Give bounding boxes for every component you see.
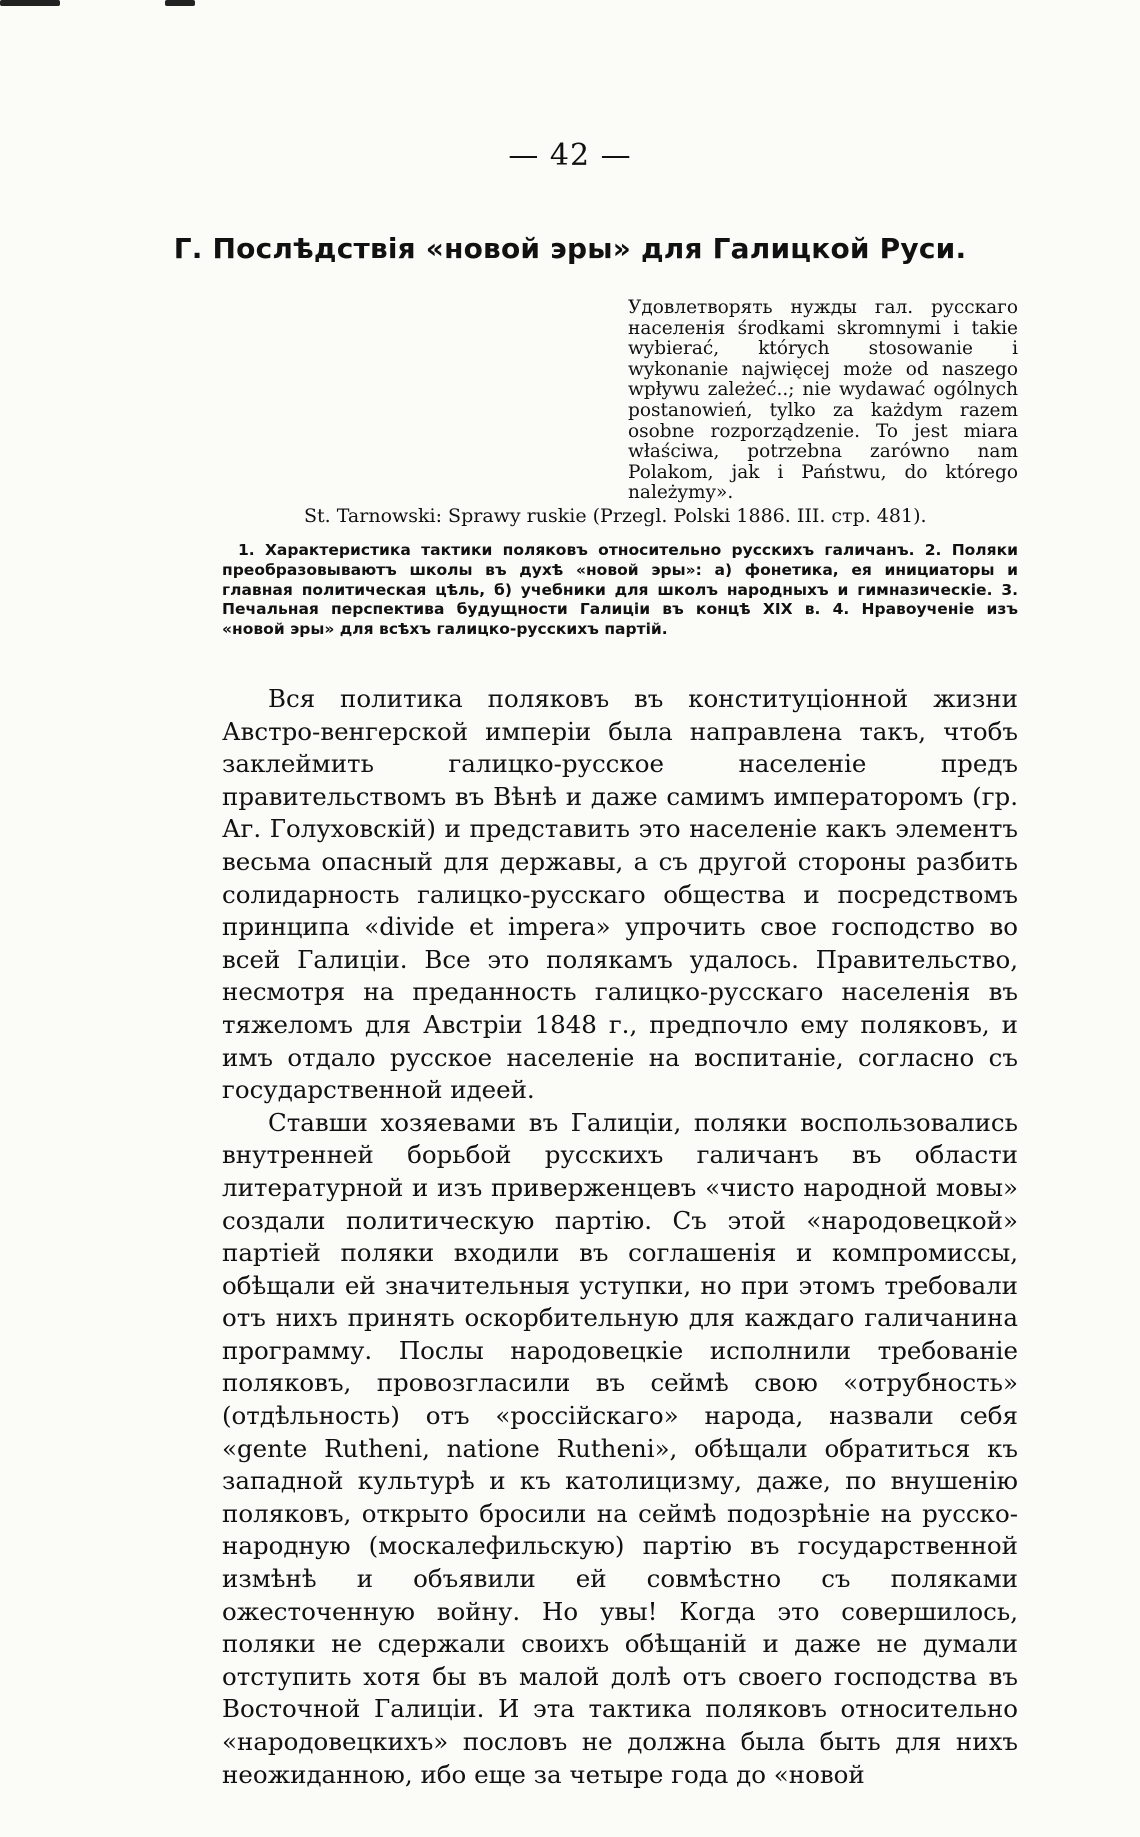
- epigraph: [628, 298, 1018, 504]
- page-number: — 42 —: [508, 138, 632, 173]
- body-paragraph-1: Вся политика поляковъ въ конституціонной жизни Австро-венгерской имперіи была направлена такъ, чтобъ заклеймить галицко-русское населеніе предъ правительствомъ въ Вѣнѣ и даже самимъ императоромъ (гр. Аг. Голуховскій) и представить это населеніе какъ элементъ весьма опасный для державы, а съ другой стороны разбить солидарность галицко-русскаго общества и посредствомъ принципа «divide et impera» упрочить свое господство во всей Галиціи. Все это полякамъ удалось. Правительство, несмотря на преданность галицко-русскаго населенія въ тяжеломъ для Австріи 1848 г., предпочло ему поляковъ, и имъ отдало русское населеніе на воспитаніе, согласно съ государственной идеей.: [222, 684, 1018, 1105]
- section-heading: Г. Послѣдствія «новой эры» для Галицкой Руси.: [173, 232, 967, 265]
- scan-artifact-mark: [0, 0, 240, 12]
- body-paragraph-2: Ставши хозяевами въ Галиціи, поляки воспользовались внутренней борьбой русскихъ галичанъ въ области литературной и изъ приверженцевъ «чисто народной мовы» создали политическую партію. Съ этой «народовецкой» партіей поляки входили въ соглашенія и компромиссы, обѣщали ей значительныя уступки, но при этомъ требовали отъ нихъ принять оскорбительную для каждаго галичанина программу. Послы народовецкіе исполнили требованіе поляковъ, провозгласили въ сеймѣ свою «отрубность» (отдѣльность) отъ «россійскаго» народа, назвали себя «gente Rutheni, natione Rutheni», обѣщали обратиться къ западной культурѣ и къ католицизму, даже, по внушенію поляковъ, открыто бросили на сеймѣ подозрѣніе на русско-народную (москалефильскую) партію въ государственной измѣнѣ и объявили ей совмѣстно съ поляками ожесточенную войну. Но увы! Когда это совершилось, поляки не сдержали своихъ обѣщаній и даже не думали отступить хотя бы въ малой долѣ отъ своего господства въ Восточной Галиціи. И эта тактика поляковъ относительно «народовецкихъ» пословъ не должна была быть для нихъ неожиданною, ибо еще за четыре года до «новой: [222, 1107, 1018, 1789]
- chapter-summary: [222, 541, 1018, 640]
- epigraph-source: St. Tarnowski: Sprawy ruskie (Przegl. Polski 1886. III. стр. 481).: [304, 505, 927, 527]
- epigraph-text: Удовлетворять нужды гал. русскаго населенія środkami skromnymi i takie wybierać, których stosowanie i wykonanie najwięcej może od naszego wpływu zależeć..; nie wydawać ogólnych postanowień, tylko za każdym razem osobne rozporządzenie. To jest miara właściwa, potrzebna zarówno nam Polakom, jak i Państwu, do którego należymy».: [628, 297, 1018, 504]
- summary-text: 1. Характеристика тактики поляковъ относительно русскихъ галичанъ. 2. Поляки преобразовываютъ школы въ духѣ «новой эры»: а) фонетика, ея инициаторы и главная политическая цѣль, б) учебники для школъ народныхъ и гимназическіе. 3. Печальная перспектива будущности Галиціи въ концѣ XIX в. 4. Нравоученіе изъ «новой эры» для всѣхъ галицко-русскихъ партій.: [222, 541, 1018, 639]
- body-text: [222, 683, 1018, 1791]
